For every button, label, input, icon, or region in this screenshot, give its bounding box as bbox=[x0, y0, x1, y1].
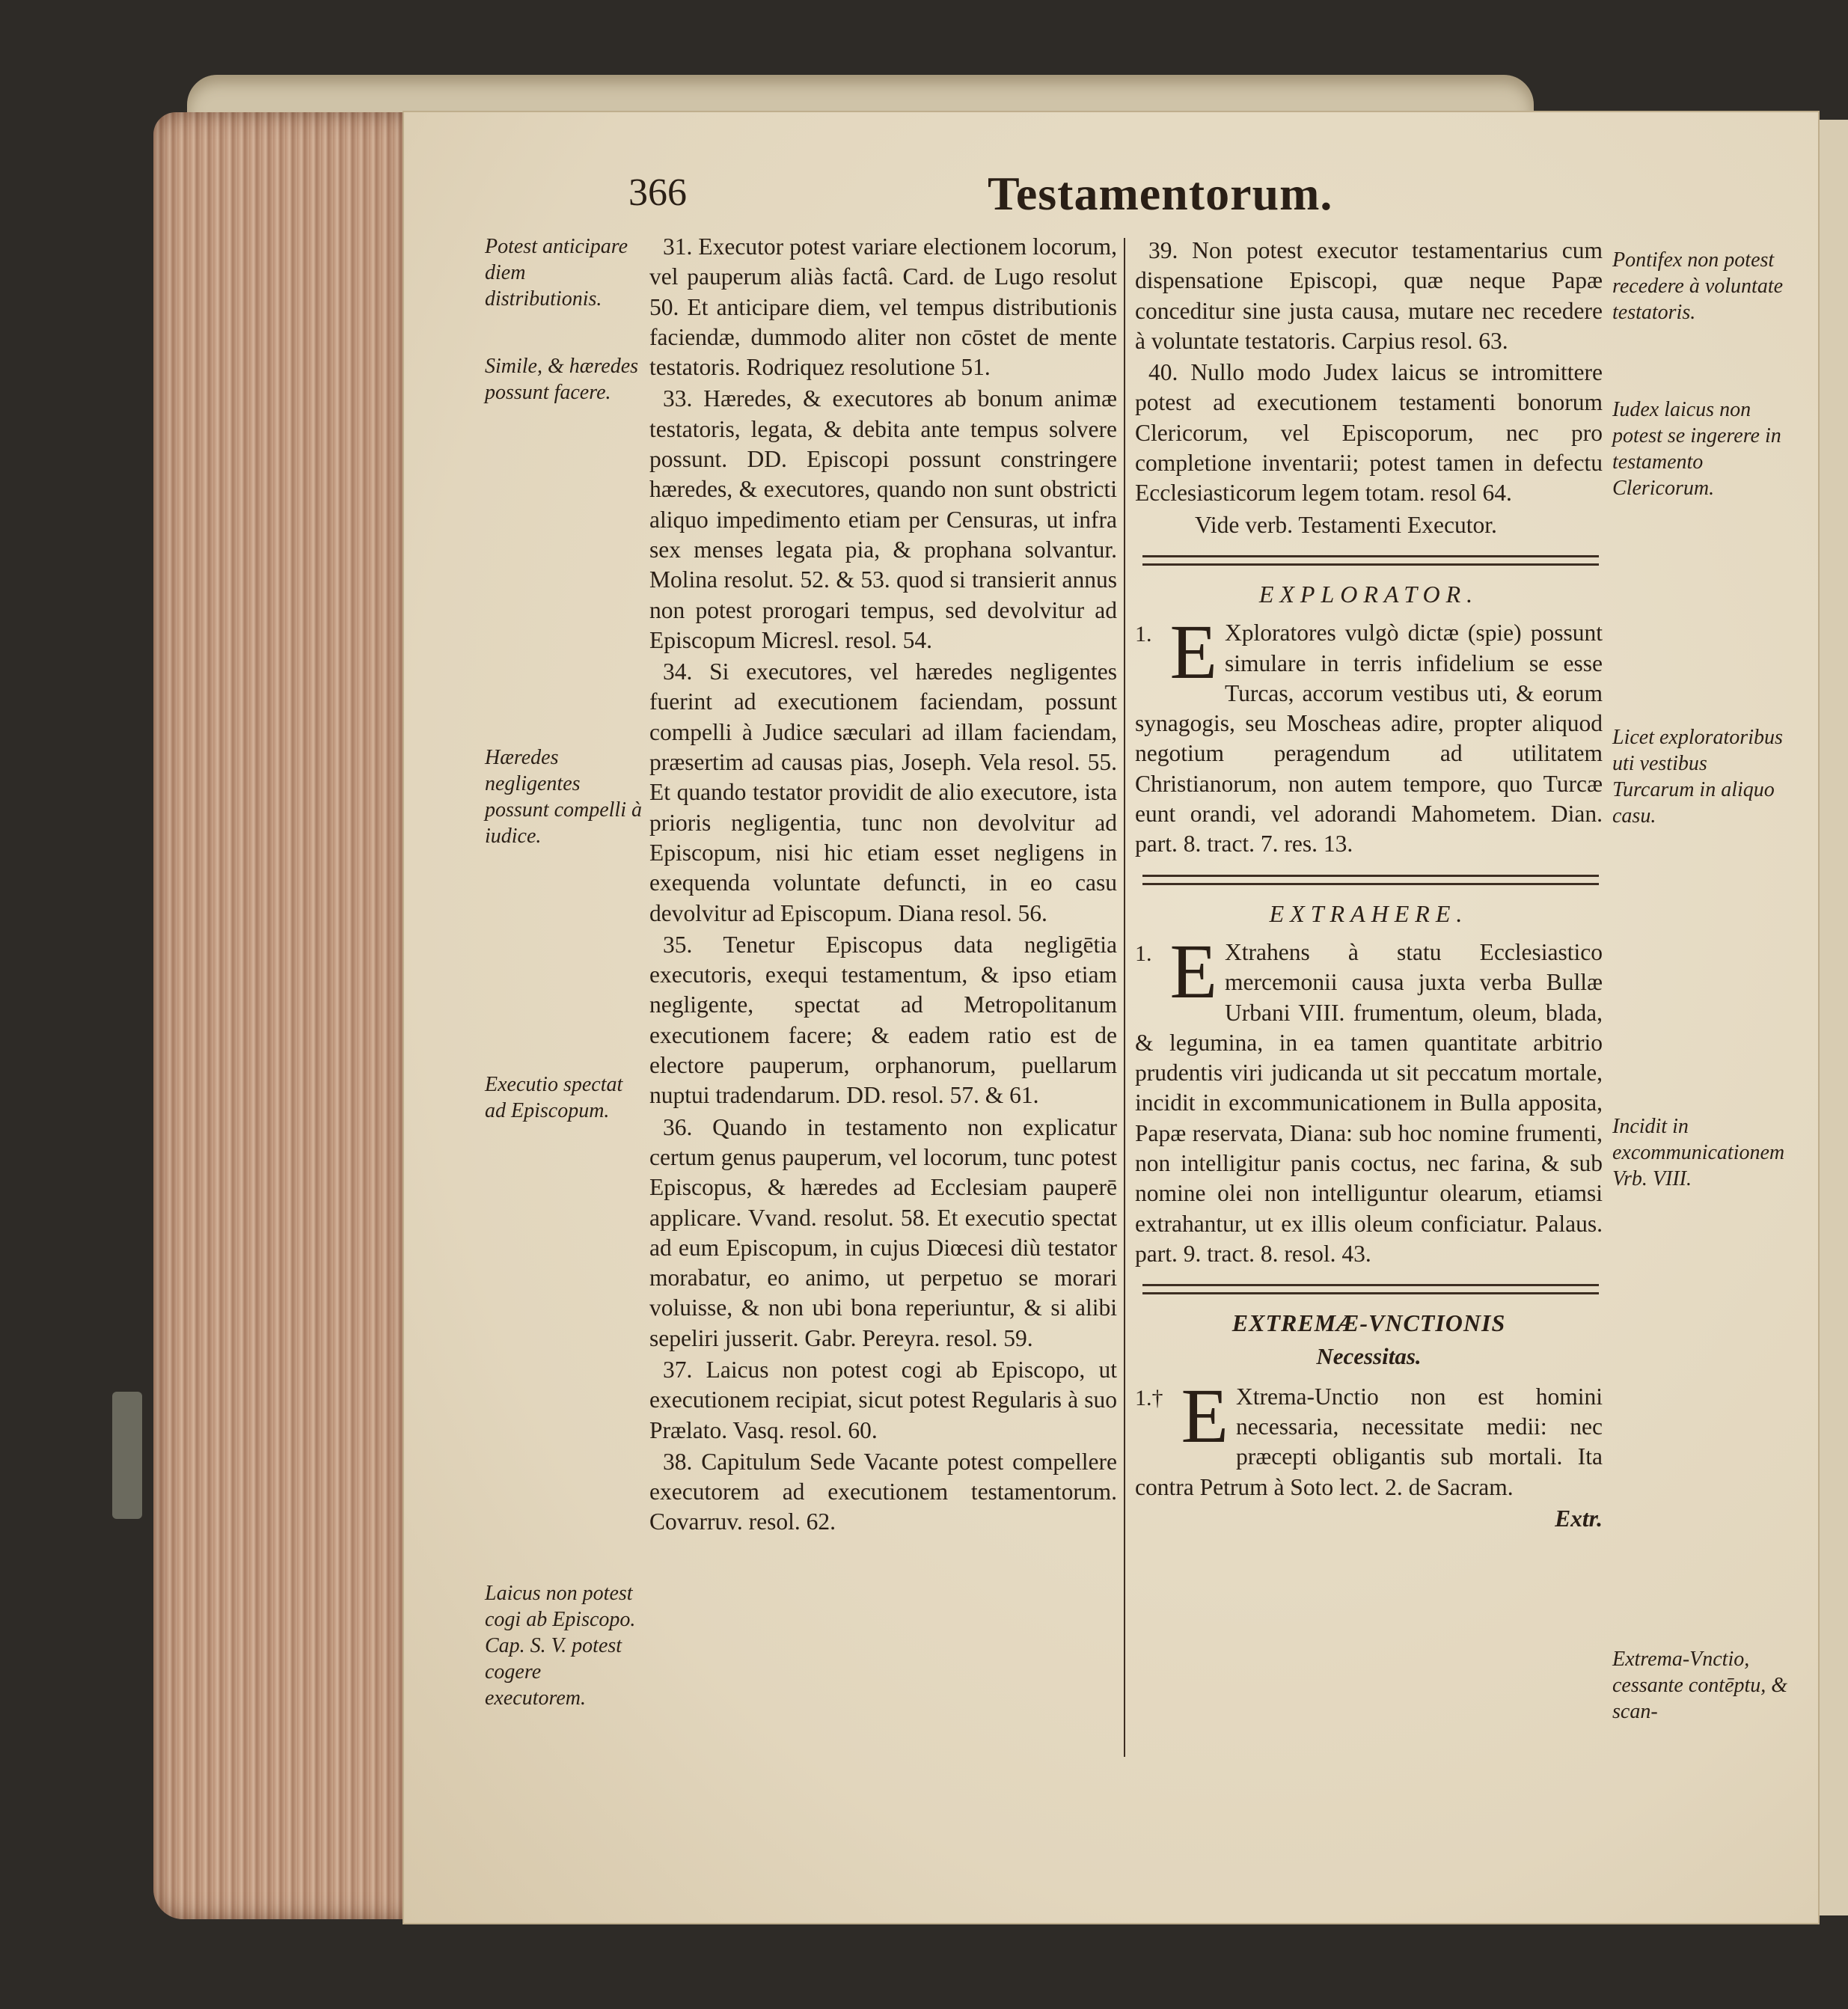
section-title-explorator: EXPLORATOR. bbox=[1258, 580, 1479, 608]
left-column bbox=[649, 232, 1117, 1539]
entry-36: 36. Quando in testamento non explicatur certum genus pauperum, vel locorum, tunc potest Episcopus, & hæredes ad Ecclesiam pauperē applicare. Vvand. resolut. 58. Et executio spectat ad eum Episcopum, in cujus Diœcesi diù testator morabatur, eo animo, ut perpetuo se morari voluisse, & non ubi bona reperiuntur, & si alibi sepeliri jusserit. Gabr. Pereyra. resol. 59. bbox=[649, 1113, 1117, 1351]
see-also-reference: Vide verb. Testamenti Executor. bbox=[1195, 511, 1497, 538]
entry-37: 37. Laicus non potest cogi ab Episcopo, ut executionem recipiat, sicut potest Regularis à suo Prælato. Vasq. resol. 60. bbox=[649, 1356, 1117, 1443]
entry-text: Xtrema-Unctio non est homini necessaria, necessitate medii: nec præcepti obligantis sub mortali. Ita contra Petrum à Soto lect. 2. de Sacram. bbox=[1135, 1383, 1603, 1500]
right-margin-note: Licet exploratoribus uti vestibus Turcarum in aliquo casu. bbox=[1612, 726, 1783, 828]
right-margin-note: Iudex laicus non potest se ingerere in testamento Clericorum. bbox=[1612, 398, 1781, 500]
left-margin-note: Simile, & hæredes possunt facere. bbox=[485, 355, 639, 404]
drop-cap: E bbox=[1169, 928, 1218, 1015]
left-margin-note: Laicus non potest cogi ab Episcopo. Cap. S. V. potest cogere executorem. bbox=[485, 1582, 636, 1710]
section-rule bbox=[1142, 875, 1599, 885]
entry-33: 33. Hæredes, & executores ab bonum animæ testatoris, legata, & debita ante tempus solvere possunt. DD. Episcopi possunt constringere hæredes, & executores, quando non sunt obstricti aliquo impedimento etiam per Censuras, ut infra sex menses legata pia, & prophana solvantur. Molina resolut. 52. & 53. quod si transierit annus non potest prorogari tempus, sed devolvitur ad Episcopum Micresl. resol. 54. bbox=[649, 385, 1117, 653]
drop-cap: E bbox=[1169, 609, 1218, 696]
entry-34: 34. Si executores, vel hæredes negligentes fuerint ad executionem faciendam, possunt compelli à Judice sæculari ad illam faciendam, præsertim ad causas pias, Joseph. Vela resol. 55. Et quando testator providit de alio executore, ista prioris negligentia, tunc non devolvitur ad Episcopum, nisi hic etiam esset negligens in exequenda voluntate defuncti, in eo casu devolvitur ad Episcopum. Diana resol. 56. bbox=[649, 658, 1117, 926]
book-clasp bbox=[112, 1392, 142, 1519]
entry-38: 38. Capitulum Sede Vacante potest compellere executorem ad executionem testamentorum. Covarruv. resol. 62. bbox=[649, 1448, 1117, 1535]
extrahere-entry bbox=[1135, 928, 1603, 1269]
drop-cap: E bbox=[1181, 1372, 1229, 1459]
entry-text: Xtrahens à statu Ecclesiastico mercemonii causa juxta verba Bullæ Urbani VIII. frumentum, oleum, blada, & legumina, in ea tamen quantitate arbitrio prudentis viri judicanda ut sit peccatum mortale, incidit in excommunicationem in Bulla apposita, Papæ reservata, Diana: sub hoc nomine frumenti, non intelligitur panis coctus, nec farina, & sub nomine olei non intelliguntur olearum, etiamsi extrahantur, ut ex illis oleum conficiatur. Palaus. part. 9. tract. 8. resol. 43. bbox=[1135, 938, 1603, 1267]
right-margin-note: Incidit in excommunicationem Vrb. VIII. bbox=[1612, 1115, 1785, 1190]
running-title: Testamentorum. bbox=[988, 167, 1333, 220]
right-column bbox=[1135, 236, 1603, 1534]
section-rule bbox=[1142, 555, 1599, 566]
entry-39: 39. Non potest executor testamentarius cum dispensatione Episcopi, quæ neque Papæ conceditur sine justa causa, mutare nec recedere à voluntate testatoris. Carpius resol. 63. bbox=[1135, 237, 1603, 354]
entry-number: 1. bbox=[1135, 941, 1152, 966]
page-header bbox=[628, 167, 1713, 230]
right-margin-note: Pontifex non potest recedere à voluntate testatoris. bbox=[1612, 248, 1784, 324]
extremae-unctionis-entry bbox=[1135, 1372, 1603, 1502]
entry-35: 35. Tenetur Episcopus data negligētia executoris, exequi testamentum, & ipso etiam negligente, spectat ad Metropolitanum executionem facere; & eadem ratio est de electore pauperum, orphanorum, puellarum nuptui tradendarum. DD. resol. 57. & 61. bbox=[649, 931, 1117, 1109]
catchword: Extr. bbox=[1555, 1505, 1603, 1532]
explorator-entry bbox=[1135, 609, 1603, 859]
page-number: 366 bbox=[628, 171, 687, 214]
left-margin-note: Hæredes negligentes possunt compelli à iudice. bbox=[485, 746, 642, 848]
entry-number: 1.† bbox=[1135, 1385, 1163, 1410]
entry-number: 1. bbox=[1135, 622, 1152, 647]
entry-31: 31. Executor potest variare electionem locorum, vel pauperum aliàs factâ. Card. de Lugo resolut 50. Et anticipare diem, vel tempus distributionis faciendæ, dummodo aliter non cōstet de mente testatoris. Rodriquez resolutione 51. bbox=[649, 233, 1117, 381]
section-subtitle: Necessitas. bbox=[1316, 1342, 1422, 1369]
left-margin-note: Executio spectat ad Episcopum. bbox=[485, 1073, 623, 1122]
entry-40: 40. Nullo modo Judex laicus se intromittere potest ad executionem testamenti bonorum Clericorum, vel Episcoporum, nec pro completione inventarii; potest tamen in defectu Ecclesiasticorum legem totam. resol 64. bbox=[1135, 359, 1603, 507]
left-margin-note: Potest anticipare diem distributionis. bbox=[485, 235, 628, 311]
section-rule bbox=[1142, 1284, 1599, 1294]
section-title-extrahere: EXTRAHERE. bbox=[1269, 899, 1469, 927]
entry-text: Xploratores vulgò dictæ (spie) possunt simulare in terris infidelium se esse Turcas, accorum vestibus uti, & eorum synagogis, seu Moscheas adire, propter aliquod negotium peragendum ad utilitatem Christianorum, non autem tempore, quo Turcæ eunt orandi, vel adorandi Mahometem. Dian. part. 8. tract. 7. res. 13. bbox=[1135, 620, 1603, 857]
right-margin-note: Extrema-Vnctio, cessante contēptu, & scan- bbox=[1612, 1648, 1788, 1723]
section-title-extremae-unctionis: EXTREMÆ-VNCTIONIS bbox=[1232, 1309, 1506, 1337]
column-divider bbox=[1124, 238, 1125, 1757]
book-page-edges bbox=[153, 112, 411, 1919]
